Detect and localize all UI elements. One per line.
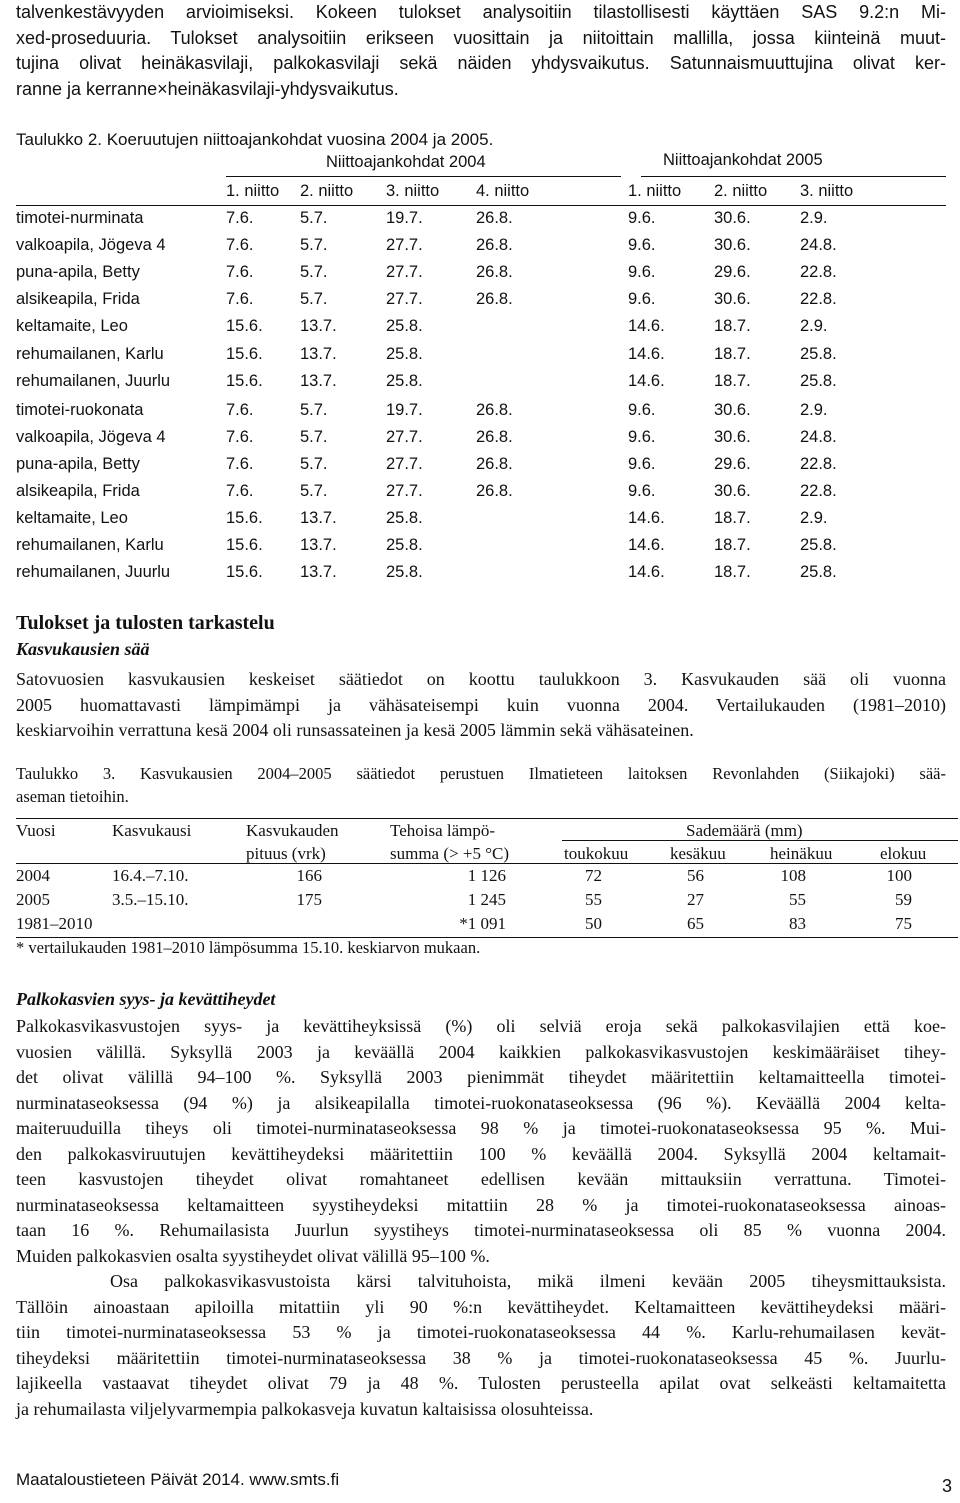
t2-col-header: 2. niitto <box>300 182 354 200</box>
t2-cell: 5.7. <box>300 400 328 419</box>
t3-cell: 50 <box>585 914 602 933</box>
t3-cell: 1 245 <box>467 890 506 909</box>
paragraph-line: ja rehumailasta viljelyvarmempia palkokasveja kuvatun kaltaisissa olosuhteissa. <box>16 1398 594 1419</box>
t3-head-vuosi: Vuosi <box>16 821 56 840</box>
t2-cell: 15.6. <box>226 563 263 582</box>
t2-row-label: rehumailanen, Juurlu <box>16 563 171 582</box>
t2-cell: 7.6. <box>226 454 254 473</box>
t2-cell: 30.6. <box>714 209 751 227</box>
t3-cell: *1 091 <box>459 914 506 933</box>
t2-cell: 2.9. <box>800 509 828 528</box>
t2-cell: 7.6. <box>226 263 254 282</box>
t2-row-label: valkoapila, Jögeva 4 <box>16 236 166 255</box>
table2-rule-2005 <box>641 176 946 177</box>
t2-col-header: 3. niitto <box>800 182 854 200</box>
table2-caption: Taulukko 2. Koeruutujen niittoajankohdat vuosina 2004 ja 2005. <box>16 130 494 149</box>
paragraph-line: tiheydeksi määritettiin timotei-nurminataseoksessa 38 % ja timotei-ruokonataseoksessa 45 %. Juurlu- <box>16 1347 946 1368</box>
paragraph-line: Osa palkokasvikasvustoista kärsi talvituhoista, mikä ilmeni kevään 2005 tiheysmittauksista. <box>110 1271 946 1291</box>
t2-cell: 26.8. <box>476 263 513 282</box>
t3-cell: 16.4.–7.10. <box>112 866 189 885</box>
t2-cell: 14.6. <box>628 317 665 336</box>
t2-cell: 14.6. <box>628 509 665 528</box>
t2-cell: 24.8. <box>800 236 837 255</box>
t2-cell: 30.6. <box>714 236 751 255</box>
t2-cell: 9.6. <box>628 209 656 227</box>
t3-cell: 27 <box>687 890 704 909</box>
t2-cell: 19.7. <box>386 209 423 227</box>
t2-cell: 25.8. <box>386 509 423 528</box>
t2-cell: 13.7. <box>300 344 337 363</box>
t2-cell: 26.8. <box>476 482 513 500</box>
paragraph-line: taan 16 %. Rehumailasista Juurlun syystiheys timotei-nurminataseoksessa oli 85 % vuonna 2004. <box>16 1220 946 1240</box>
t2-cell: 26.8. <box>476 209 513 227</box>
caption-line: Taulukko 3. Kasvukausien 2004–2005 säätiedot perustuen Ilmatieteen laitoksen Revonlahden (Siikajoki) sää- <box>16 764 946 783</box>
t2-cell: 22.8. <box>800 290 837 309</box>
t2-cell: 30.6. <box>714 482 751 500</box>
t2-row-label: valkoapila, Jögeva 4 <box>16 427 166 446</box>
t2-cell: 14.6. <box>628 563 665 582</box>
t2-cell: 9.6. <box>628 400 656 419</box>
t3-head-pituus-2: pituus (vrk) <box>246 844 326 863</box>
t3-head-toukokuu: toukokuu <box>564 844 629 863</box>
t3-head-kesakuu: kesäkuu <box>670 844 726 863</box>
t2-cell: 14.6. <box>628 344 665 363</box>
t2-cell: 9.6. <box>628 454 656 473</box>
t2-cell: 2.9. <box>800 317 828 336</box>
t3-cell: 1 126 <box>467 866 506 885</box>
t2-cell: 26.8. <box>476 400 513 419</box>
t2-cell: 13.7. <box>300 509 337 528</box>
t2-cell: 15.6. <box>226 371 263 390</box>
table3-footnote: * vertailukauden 1981–2010 lämpösumma 15.10. keskiarvon mukaan. <box>16 938 481 957</box>
t2-cell: 30.6. <box>714 290 751 309</box>
t2-row-label: timotei-ruokonata <box>16 400 144 419</box>
paragraph-line: Satovuosien kasvukausien keskeiset säätiedot on koottu taulukkoon 3. Kasvukauden sää oli vuonna <box>16 669 946 689</box>
t2-cell: 14.6. <box>628 371 665 390</box>
t2-cell: 5.7. <box>300 427 328 446</box>
t2-row-label: timotei-nurminata <box>16 209 144 227</box>
t2-cell: 5.7. <box>300 209 328 227</box>
t2-cell: 5.7. <box>300 263 328 282</box>
t2-cell: 22.8. <box>800 454 837 473</box>
t3-head-elokuu: elokuu <box>880 844 927 863</box>
t2-cell: 25.8. <box>386 371 423 390</box>
t2-cell: 19.7. <box>386 400 423 419</box>
table3-top-rule <box>16 818 958 819</box>
t2-cell: 22.8. <box>800 482 837 500</box>
table3-head-rule <box>16 863 958 864</box>
t2-cell: 9.6. <box>628 427 656 446</box>
t3-head-lampo: Tehoisa lämpö- <box>390 821 496 840</box>
t2-cell: 25.8. <box>386 536 423 555</box>
intro-line: talvenkestävyyden arvioimiseksi. Kokeen tulokset analysoitiin tilastollisesti käyttäen SAS 9.2:n Mi- <box>16 2 946 22</box>
t3-cell: 3.5.–15.10. <box>112 890 189 909</box>
paragraph-line: vuosien välillä. Syksyllä 2003 ja keväällä 2004 kaikkien palkokasvikasvustojen keskimääräiset tihey- <box>16 1041 946 1062</box>
t2-cell: 7.6. <box>226 400 254 419</box>
t2-cell: 29.6. <box>714 454 751 473</box>
t2-cell: 5.7. <box>300 454 328 473</box>
paragraph-line: tiin timotei-nurminataseoksessa 53 % ja timotei-ruokonataseoksessa 44 %. Karlu-rehumailasen kevät- <box>16 1322 946 1342</box>
t2-cell: 30.6. <box>714 427 751 446</box>
t2-cell: 15.6. <box>226 317 263 336</box>
t2-row-label: puna-apila, Betty <box>16 263 140 282</box>
t2-col-header: 4. niitto <box>476 182 530 200</box>
t3-head-heinakuu: heinäkuu <box>770 844 833 863</box>
t2-cell: 24.8. <box>800 427 837 446</box>
t3-cell: 65 <box>687 914 704 933</box>
t2-cell: 9.6. <box>628 263 656 282</box>
t2-cell: 27.7. <box>386 290 423 309</box>
t2-cell: 18.7. <box>714 563 751 582</box>
t2-row-label: rehumailanen, Karlu <box>16 536 164 555</box>
t2-cell: 25.8. <box>800 344 837 363</box>
intro-line: tujina olivat heinäkasvilaji, palkokasvilaji sekä näiden yhdysvaikutus. Satunnaismuuttujina olivat ker- <box>16 53 946 74</box>
t2-cell: 18.7. <box>714 317 751 336</box>
palko-paragraph-1 <box>16 1014 946 1269</box>
t3-cell: 100 <box>886 866 912 885</box>
t2-cell: 25.8. <box>800 563 837 582</box>
t2-cell: 5.7. <box>300 482 328 500</box>
t3-row-label: 2005 <box>16 890 50 909</box>
t2-cell: 25.8. <box>386 563 423 582</box>
t2-row-label: alsikeapila, Frida <box>16 290 140 309</box>
t3-cell: 75 <box>895 914 912 933</box>
paragraph-line: lajikeella vastaavat tiheydet olivat 79 ja 48 %. Tulosten perusteella apilat ovat selkeästi keltamaitetta <box>16 1373 946 1393</box>
t2-cell: 27.7. <box>386 263 423 282</box>
t2-cell: 9.6. <box>628 290 656 309</box>
t2-cell: 18.7. <box>714 509 751 528</box>
table2-header-rule <box>16 205 946 206</box>
t2-cell: 25.8. <box>800 536 837 555</box>
table3-caption <box>16 762 946 808</box>
t3-head-sademaara: Sademäärä (mm) <box>686 821 803 840</box>
paragraph-line: Muiden palkokasvien osalta syystiheydet olivat välillä 95–100 %. <box>16 1245 490 1266</box>
t2-cell: 15.6. <box>226 536 263 555</box>
t2-col-header: 1. niitto <box>628 182 682 200</box>
t3-cell: 83 <box>789 914 806 933</box>
t2-cell: 14.6. <box>628 536 665 555</box>
t2-cell: 26.8. <box>476 236 513 255</box>
t3-cell: 59 <box>895 890 912 909</box>
paragraph-line: det olivat välillä 94–100 %. Syksyllä 2003 pienimmät tiheydet määritettiin keltamaitteella timotei- <box>16 1067 946 1087</box>
t2-cell: 18.7. <box>714 536 751 555</box>
t2-col-header: 3. niitto <box>386 182 440 200</box>
t3-head-kasvukausi: Kasvukausi <box>112 821 192 840</box>
t2-cell: 7.6. <box>226 290 254 309</box>
t2-cell: 15.6. <box>226 344 263 363</box>
t2-cell: 13.7. <box>300 371 337 390</box>
t2-cell: 27.7. <box>386 454 423 473</box>
t2-cell: 18.7. <box>714 344 751 363</box>
palko-paragraph-2 <box>16 1269 946 1422</box>
t2-cell: 26.8. <box>476 427 513 446</box>
t2-row-label: keltamaite, Leo <box>16 317 128 336</box>
t2-cell: 5.7. <box>300 236 328 255</box>
t2-row-label: rehumailanen, Juurlu <box>16 371 171 390</box>
t3-cell: 55 <box>789 890 806 909</box>
subsection-heading: Kasvukausien sää <box>16 639 150 659</box>
t2-cell: 22.8. <box>800 263 837 282</box>
paragraph-line: Tällöin ainoastaan apiloilla mitattiin yli 90 %:n kevättiheydet. Keltamaitteen kevättiheydeksi määri- <box>16 1296 946 1317</box>
t2-row-label: alsikeapila, Frida <box>16 482 140 500</box>
paragraph-line: keskiarvoihin verrattuna kesä 2004 oli runsassateinen ja kesä 2005 lämmin sekä vähäsateinen. <box>16 720 694 740</box>
t2-cell: 27.7. <box>386 427 423 446</box>
t3-cell: 56 <box>687 866 704 885</box>
t2-cell: 25.8. <box>386 344 423 363</box>
paragraph-line: den palkokasviruutujen kevättiheydeksi määritettiin 100 % keväällä 2004. Syksyllä 2004 keltamait- <box>16 1143 946 1164</box>
t2-cell: 29.6. <box>714 263 751 282</box>
t2-cell: 7.6. <box>226 236 254 255</box>
caption-line: aseman tietoihin. <box>16 787 129 806</box>
t2-cell: 2.9. <box>800 400 828 419</box>
t3-cell: 175 <box>296 890 322 909</box>
weather-paragraph <box>16 667 946 744</box>
t2-row-label: puna-apila, Betty <box>16 454 140 473</box>
t2-row-label: rehumailanen, Karlu <box>16 344 164 363</box>
subsection-heading-palko: Palkokasvien syys- ja kevättiheydet <box>16 989 276 1009</box>
t2-cell: 27.7. <box>386 236 423 255</box>
paragraph-line: teen kasvustojen tiheydet olivat romahtaneet edellisen kevään mittauksiin verrattuna. Timotei- <box>16 1169 946 1189</box>
intro-line: xed-proseduuria. Tulokset analysoitiin erikseen vuosittain ja niitoittain mallilla, jossa kiinteinä muut- <box>16 27 946 48</box>
t3-head-pituus: Kasvukauden <box>246 821 339 840</box>
t2-cell: 2.9. <box>800 209 828 227</box>
t2-cell: 13.7. <box>300 317 337 336</box>
intro-paragraph <box>16 0 946 103</box>
table2-group-2005: Niittoajankohdat 2005 <box>663 151 823 169</box>
t3-row-label: 2004 <box>16 866 50 885</box>
t3-head-lampo-2: summa (> +5 °C) <box>390 844 509 863</box>
footer-source: Maataloustieteen Päivät 2014. www.smts.fi <box>16 1470 340 1489</box>
t2-cell: 5.7. <box>300 290 328 309</box>
t2-cell: 7.6. <box>226 209 254 227</box>
table2-group-2004: Niittoajankohdat 2004 <box>326 153 486 171</box>
table3-sade-rule <box>562 840 958 841</box>
t2-cell: 9.6. <box>628 236 656 255</box>
t2-row-label: keltamaite, Leo <box>16 509 128 528</box>
paragraph-line: nurminataseoksessa (94 %) ja alsikeapilalla timotei-ruokonataseoksessa (96 %). Keväällä 2004 kelta- <box>16 1092 946 1113</box>
paragraph-line: Palkokasvikasvustojen syys- ja kevättiheyksissä (%) oli selviä eroja sekä palkokasvilajien että koe- <box>16 1016 946 1036</box>
t2-cell: 26.8. <box>476 454 513 473</box>
t2-cell: 9.6. <box>628 482 656 500</box>
page-number: 3 <box>941 1476 952 1496</box>
t2-cell: 13.7. <box>300 563 337 582</box>
t2-cell: 18.7. <box>714 371 751 390</box>
paragraph-line: nurminataseoksessa keltamaitteen syystiheydeksi mitattiin 28 % ja timotei-ruokonataseoksessa ainoas- <box>16 1194 946 1215</box>
paragraph-line: 2005 huomattavasti lämpimämpi ja vähäsateisempi kuin vuonna 2004. Vertailukauden (1981–2010) <box>16 694 946 715</box>
t2-cell: 25.8. <box>800 371 837 390</box>
t2-cell: 27.7. <box>386 482 423 500</box>
t2-cell: 25.8. <box>386 317 423 336</box>
t2-cell: 30.6. <box>714 400 751 419</box>
t2-cell: 13.7. <box>300 536 337 555</box>
t3-cell: 166 <box>296 866 322 885</box>
t2-col-header: 1. niitto <box>226 182 280 200</box>
page-footer <box>16 1470 952 1496</box>
t3-row-label: 1981–2010 <box>16 914 93 933</box>
t2-cell: 26.8. <box>476 290 513 309</box>
intro-line: ranne ja kerranne×heinäkasvilaji-yhdysvaikutus. <box>16 79 399 100</box>
t2-col-header: 2. niitto <box>714 182 768 200</box>
t2-cell: 7.6. <box>226 482 254 500</box>
table2-rule-2004 <box>226 176 621 177</box>
paragraph-line: maiteruuduilla tiheys oli timotei-nurminataseoksessa 98 % ja timotei-ruokonataseoksessa 95 %. Mui- <box>16 1118 946 1138</box>
t2-cell: 7.6. <box>226 427 254 446</box>
t3-cell: 72 <box>585 866 602 885</box>
t2-cell: 15.6. <box>226 509 263 528</box>
t3-cell: 55 <box>585 890 602 909</box>
section-heading: Tulokset ja tulosten tarkastelu <box>16 612 275 634</box>
t3-cell: 108 <box>780 866 806 885</box>
